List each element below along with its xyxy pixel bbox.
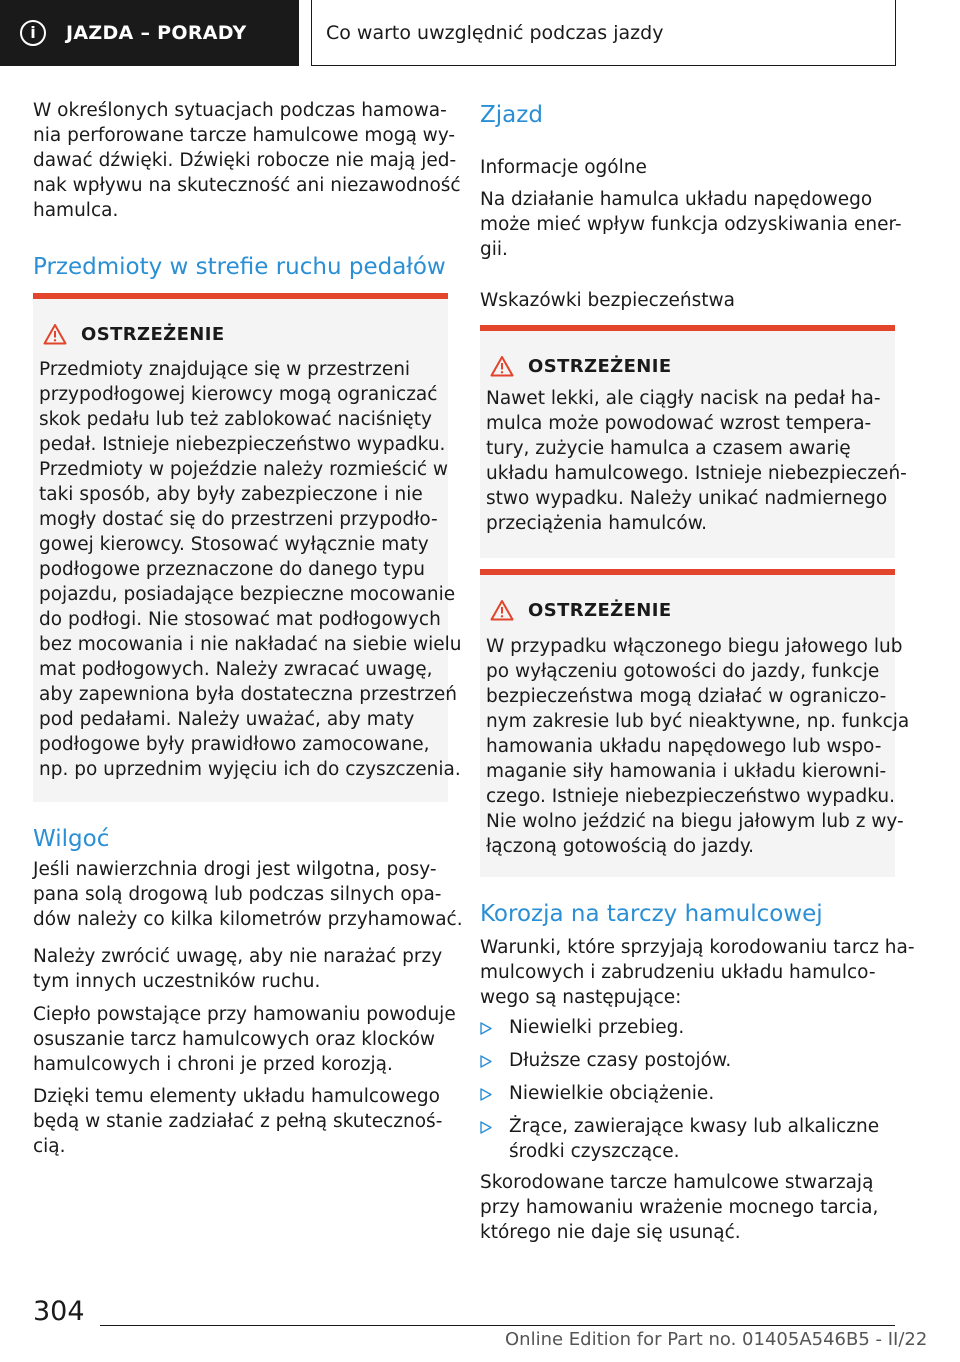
moisture-paragraph-2 bbox=[33, 944, 453, 994]
text-line: wego są następujące: bbox=[480, 987, 682, 1008]
warning-box-neutral-gear bbox=[480, 569, 910, 877]
text-line: maganie siły hamowania i układu kierowni- bbox=[486, 761, 887, 782]
text-line: przypodłogowej kierowcy mogą ograniczać bbox=[39, 384, 438, 405]
text-line: Nie wolno jeździć na biegu jałowym lub z wy- bbox=[486, 811, 904, 832]
text-line: taki sposób, aby były zabezpieczone i nie bbox=[39, 484, 423, 505]
text-line: środki czyszczące. bbox=[509, 1141, 680, 1162]
text-line: Skorodowane tarcze hamulcowe stwarzają bbox=[480, 1172, 874, 1193]
subheading-safety-notes: Wskazówki bezpieczeństwa bbox=[480, 290, 735, 311]
warning-triangle-icon bbox=[490, 599, 514, 621]
text-line: przy hamowaniu wrażenie mocnego tarcia, bbox=[480, 1197, 879, 1218]
heading-pedal-area: Przedmioty w strefie ruchu pedałów bbox=[33, 254, 446, 280]
heading-moisture: Wilgoć bbox=[33, 826, 110, 852]
warning-text bbox=[486, 386, 907, 536]
text-line: Przedmioty znajdujące się w przestrzeni bbox=[39, 359, 411, 380]
text-line: łączoną gotowością do jazdy. bbox=[486, 836, 755, 857]
text-line: mulca może powodować wzrost tempera- bbox=[486, 413, 872, 434]
text-line: bez mocowania i nie nakładać na siebie wielu bbox=[39, 634, 462, 655]
text-line: mat podłogowych. Należy zwracać uwagę, bbox=[39, 659, 433, 680]
text-line: Jeśli nawierzchnia drogi jest wilgotna, posy- bbox=[33, 859, 437, 880]
moisture-paragraph-1 bbox=[33, 857, 463, 932]
warning-text bbox=[39, 357, 462, 782]
text-line: może mieć wpływ funkcja odzyskiwania ener- bbox=[480, 214, 902, 235]
text-line: dawać dźwięki. Dźwięki robocze nie mają jed- bbox=[33, 150, 457, 171]
warning-title: OSTRZEŻENIE bbox=[81, 323, 225, 345]
list-item bbox=[480, 1081, 900, 1106]
text-line: nak wpływu na skuteczność ani niezawodność bbox=[33, 175, 461, 196]
descent-paragraph bbox=[480, 187, 900, 262]
text-line: mulcowych i zabrudzeniu układu hamulco- bbox=[480, 962, 876, 983]
text-line: Dzięki temu elementy układu hamulcowego bbox=[33, 1086, 440, 1107]
text-line: pojazdu, posiadające bezpieczne mocowanie bbox=[39, 584, 456, 605]
text-line: podłogowe były prawidłowo zamocowane, bbox=[39, 734, 430, 755]
text-line: po wyłączeniu gotowości do jazdy, funkcje bbox=[486, 661, 880, 682]
text-line: gowej kierowcy. Stosować wyłącznie maty bbox=[39, 534, 429, 555]
text-line: tury, zużycie hamulca a czasem awarię bbox=[486, 438, 851, 459]
corrosion-conditions-list bbox=[480, 1015, 900, 1164]
text-line: hamowania układu napędowego lub wspo- bbox=[486, 736, 882, 757]
text-line: tym innych uczestników ruchu. bbox=[33, 971, 321, 992]
moisture-paragraph-4 bbox=[33, 1084, 453, 1159]
text-line: dów należy co kilka kilometrów przyhamować. bbox=[33, 909, 463, 930]
text-line: czego. Istnieje niebezpieczeństwo wypadku. bbox=[486, 786, 895, 807]
text-line: przeciążenia hamulców. bbox=[486, 513, 708, 534]
warning-header bbox=[43, 323, 225, 345]
header-section-title: JAZDA – PORADY bbox=[66, 22, 247, 44]
warning-title: OSTRZEŻENIE bbox=[528, 355, 672, 377]
text-line: będą w stanie zadziałać z pełną skutecznoś- bbox=[33, 1111, 443, 1132]
text-line: pana solą drogową lub podczas silnych opa- bbox=[33, 884, 442, 905]
text-line: aby zapewniona była dostateczna przestrzeń bbox=[39, 684, 458, 705]
warning-box-brake-pressure bbox=[480, 325, 907, 558]
bullet-arrow-icon bbox=[480, 1121, 492, 1134]
text-line: Warunki, które sprzyjają korodowaniu tarcz ha- bbox=[480, 937, 915, 958]
text-line: W przypadku włączonego biegu jałowego lub bbox=[486, 636, 903, 657]
text-line: bezpieczeństwa mogą działać w ograniczo- bbox=[486, 686, 887, 707]
list-item bbox=[480, 1015, 900, 1040]
bullet-arrow-icon bbox=[480, 1055, 492, 1068]
text-line: pedał. Istnieje niebezpieczeństwo wypadku. bbox=[39, 434, 446, 455]
text-line: Niewielkie obciążenie. bbox=[509, 1083, 715, 1104]
corrosion-summary-paragraph bbox=[480, 1170, 900, 1245]
footer-edition: Online Edition for Part no. 01405A546B5 - II/22 bbox=[505, 1329, 928, 1350]
text-line: Niewielki przebieg. bbox=[509, 1017, 685, 1038]
text-line: gii. bbox=[480, 239, 508, 260]
text-line: którego nie daje się usunąć. bbox=[480, 1222, 741, 1243]
subheading-general-info: Informacje ogólne bbox=[480, 157, 647, 178]
list-item bbox=[480, 1114, 900, 1164]
text-line: hamulcowych i chroni je przed korozją. bbox=[33, 1054, 393, 1075]
list-item bbox=[480, 1048, 900, 1073]
corrosion-paragraph bbox=[480, 935, 915, 1010]
header-section-tab bbox=[0, 0, 299, 66]
text-line: Ciepło powstające przy hamowaniu powoduje bbox=[33, 1004, 456, 1025]
intro-paragraph bbox=[33, 98, 461, 223]
info-icon: i bbox=[20, 20, 46, 46]
text-line: mogły dostać się do przestrzeni przypodło- bbox=[39, 509, 438, 530]
warning-text bbox=[486, 634, 910, 859]
text-line: cią. bbox=[33, 1136, 66, 1157]
text-line: Nawet lekki, ale ciągły nacisk na pedał ha- bbox=[486, 388, 881, 409]
text-line: podłogowe przeznaczone do danego typu bbox=[39, 559, 425, 580]
text-line: układu hamulcowego. Istnieje niebezpieczeń- bbox=[486, 463, 907, 484]
text-line: do podłogi. Nie stosować mat podłogowych bbox=[39, 609, 441, 630]
text-line: stwo wypadku. Należy unikać nadmiernego bbox=[486, 488, 888, 509]
heading-disc-corrosion: Korozja na tarczy hamulcowej bbox=[480, 901, 823, 927]
text-line: pod pedałami. Należy uważać, aby maty bbox=[39, 709, 415, 730]
header-topic: Co warto uwzględnić podczas jazdy bbox=[311, 0, 896, 66]
warning-header bbox=[490, 599, 672, 621]
text-line: skok pedału lub też zablokować naciśnięty bbox=[39, 409, 432, 430]
text-line: Dłuższe czasy postojów. bbox=[509, 1050, 732, 1071]
warning-header bbox=[490, 355, 672, 377]
page-number: 304 bbox=[33, 1296, 85, 1327]
text-line: nia perforowane tarcze hamulcowe mogą wy- bbox=[33, 125, 456, 146]
moisture-paragraph-3 bbox=[33, 1002, 456, 1077]
warning-title: OSTRZEŻENIE bbox=[528, 599, 672, 621]
text-line: Przedmioty w pojeździe należy rozmieścić w bbox=[39, 459, 449, 480]
text-line: W określonych sytuacjach podczas hamowa- bbox=[33, 100, 447, 121]
text-line: Na działanie hamulca układu napędowego bbox=[480, 189, 873, 210]
warning-box-pedals bbox=[33, 293, 462, 802]
footer-divider bbox=[100, 1325, 895, 1326]
bullet-arrow-icon bbox=[480, 1022, 492, 1035]
warning-triangle-icon bbox=[490, 355, 514, 377]
text-line: Należy zwrócić uwagę, aby nie narażać przy bbox=[33, 946, 443, 967]
text-line: osuszanie tarcz hamulcowych oraz klocków bbox=[33, 1029, 436, 1050]
text-line: hamulca. bbox=[33, 200, 119, 221]
text-line: np. po uprzednim wyjęciu ich do czyszczenia. bbox=[39, 759, 461, 780]
bullet-arrow-icon bbox=[480, 1088, 492, 1101]
text-line: nym zakresie lub być nieaktywne, np. funkcja bbox=[486, 711, 910, 732]
heading-descent: Zjazd bbox=[480, 102, 543, 128]
warning-triangle-icon bbox=[43, 323, 67, 345]
text-line: Żrące, zawierające kwasy lub alkaliczne bbox=[509, 1116, 880, 1137]
